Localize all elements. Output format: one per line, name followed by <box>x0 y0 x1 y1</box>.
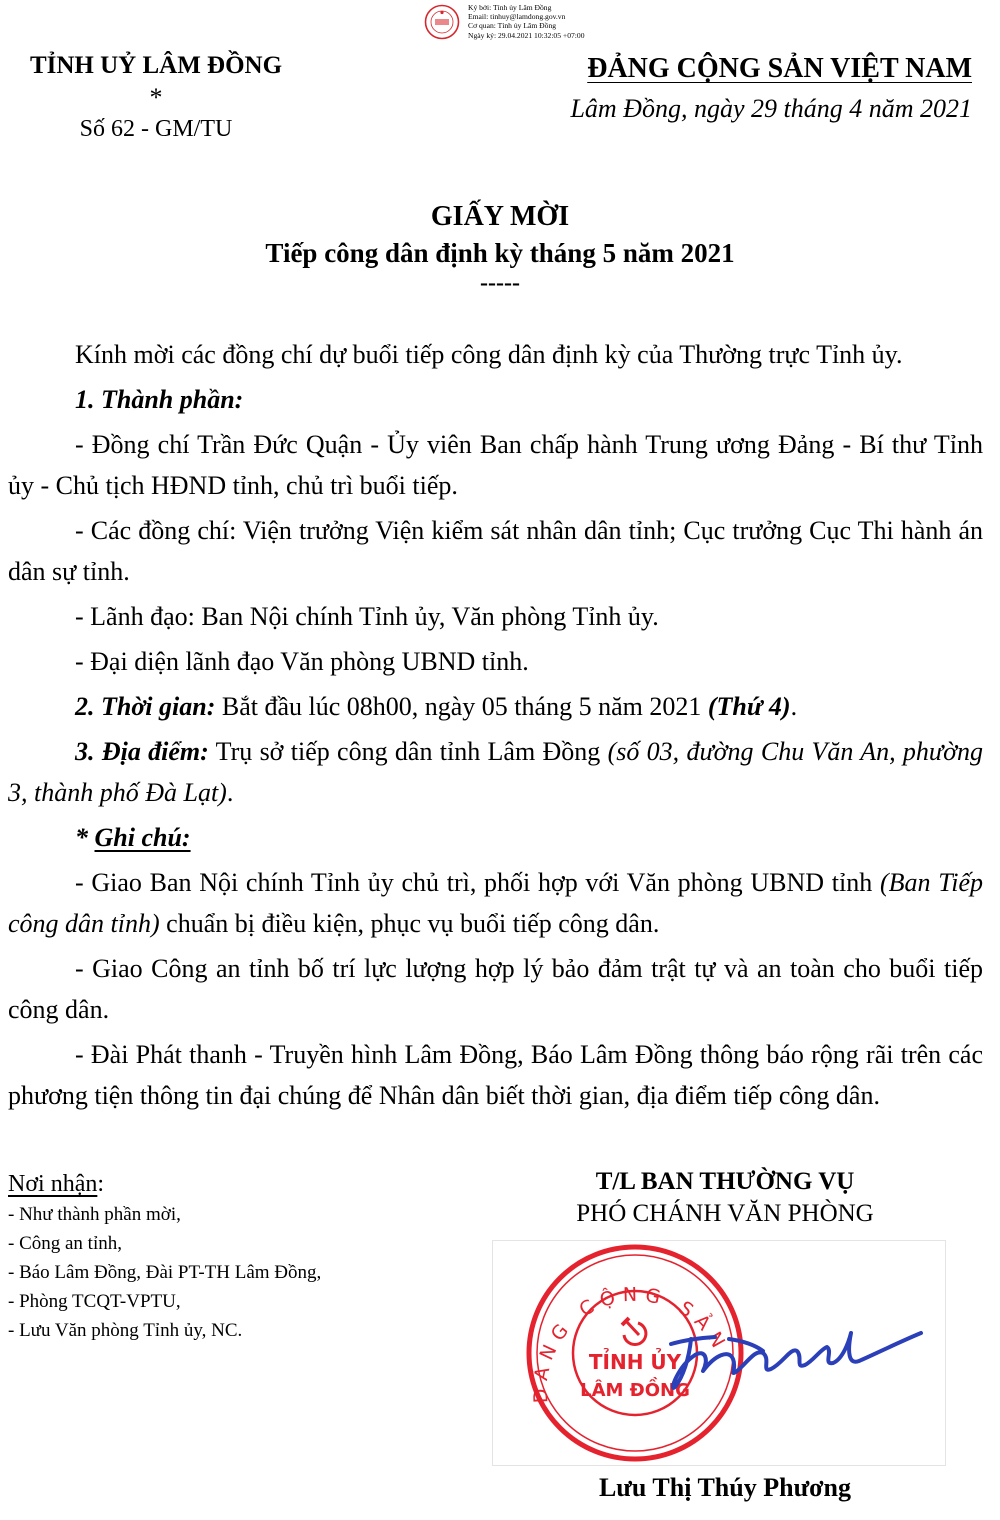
sig-line-date: Ngày ký: 29.04.2021 10:32:05 +07:00 <box>468 30 585 40</box>
time-label: 2. Thời gian: <box>75 692 216 721</box>
section1-heading-text: 1. Thành phần: <box>75 385 244 414</box>
recipients-colon: : <box>97 1171 105 1197</box>
recipient-item: - Báo Lâm Đồng, Đài PT-TH Lâm Đồng, <box>8 1262 322 1283</box>
title-sub: Tiếp công dân định kỳ tháng 5 năm 2021 <box>265 238 735 268</box>
attendee-item: - Đồng chí Trần Đức Quận - Ủy viên Ban chấp hành Trung ương Đảng - Bí thư Tỉnh ủy - Chủ tịch HĐND tỉnh, chủ trì buổi tiếp. <box>8 430 983 500</box>
doc-number: Số 62 - GM/TU <box>79 116 233 142</box>
time-text: Bắt đầu lúc 08h00, ngày 05 tháng 5 năm 2021 <box>215 692 708 721</box>
signer-position: PHÓ CHÁNH VĂN PHÒNG <box>576 1200 874 1227</box>
note-item-3: - Đài Phát thanh - Truyền hình Lâm Đồng, Báo Lâm Đồng thông báo rộng rãi trên các phương tiện thông tin đại chúng để Nhân dân biết thời gian, địa điểm tiếp công dân. <box>8 1040 983 1110</box>
note-item-1 <box>8 862 983 944</box>
title-separator: ----- <box>480 270 520 296</box>
recipient-item: - Lưu Văn phòng Tỉnh ủy, NC. <box>8 1320 243 1341</box>
document-title <box>0 198 1000 296</box>
attendee-item: - Các đồng chí: Viện trưởng Viện kiểm sát nhân dân tỉnh; Cục trưởng Cục Thi hành án dân sự tỉnh. <box>8 516 983 586</box>
note-label: Ghi chú: <box>94 823 191 852</box>
signer-authority: T/L BAN THƯỜNG VỤ <box>595 1168 855 1195</box>
note-star: * <box>75 823 95 852</box>
intro-paragraph: Kính mời các đồng chí dự buổi tiếp công dân định kỳ của Thường trực Tỉnh ủy. <box>75 340 903 369</box>
recipients <box>8 1168 488 1345</box>
note-heading <box>8 817 983 858</box>
place-date: Lâm Đồng, ngày 29 tháng 4 năm 2021 <box>570 94 972 123</box>
header-left <box>0 50 312 144</box>
place-label: 3. Địa điểm: <box>75 737 209 766</box>
place-paragraph <box>8 731 983 813</box>
attendee-item: - Đại diện lãnh đạo Văn phòng UBND tỉnh. <box>75 647 529 676</box>
digital-signature <box>424 2 624 44</box>
note-item-2: - Giao Công an tỉnh bố trí lực lượng hợp lý bảo đảm trật tự và an toàn cho buổi tiếp công dân. <box>8 954 983 1024</box>
party-name: ĐẢNG CỘNG SẢN VIỆT NAM <box>587 53 972 84</box>
digital-seal-icon <box>424 4 460 40</box>
sig-line-agency: Cơ quan: Tỉnh ủy Lâm Đồng <box>468 21 557 31</box>
note1-a: - Giao Ban Nội chính Tỉnh ủy chủ trì, phối hợp với Văn phòng UBND tỉnh <box>75 868 880 897</box>
attendee-item: - Lãnh đạo: Ban Nội chính Tỉnh ủy, Văn phòng Tỉnh ủy. <box>75 602 659 631</box>
note1-b: (Ban Tiếp công dân tỉnh) <box>8 868 983 938</box>
header-star: * <box>149 83 163 112</box>
time-day: (Thứ 4) <box>707 692 791 721</box>
stamp-ring-path: ĐẢNG CỘNG SẢN <box>529 1283 733 1404</box>
sig-line-email: Email: tinhuy@lamdong.gov.vn <box>468 12 566 22</box>
section1-heading <box>8 379 983 420</box>
header-right <box>512 52 972 126</box>
signer-block <box>490 1166 960 1230</box>
place-detail: (số 03, đường Chu Văn An, phường 3, thành phố Đà Lạt) <box>8 737 983 807</box>
recipients-label: Nơi nhận <box>8 1171 98 1197</box>
recipient-item: - Phòng TCQT-VPTU, <box>8 1291 181 1312</box>
title-main: GIẤY MỜI <box>430 201 570 232</box>
signer-name: Lưu Thị Thúy Phương <box>598 1473 852 1502</box>
stamp-center-2: LÂM ĐỒNG <box>580 1380 690 1401</box>
recipient-item: - Như thành phần mời, <box>8 1204 181 1225</box>
note1-c: chuẩn bị điều kiện, phục vụ buổi tiếp công dân. <box>159 909 660 938</box>
place-text: Trụ sở tiếp công dân tỉnh Lâm Đồng <box>208 737 608 766</box>
place-end: . <box>226 778 234 807</box>
official-seal <box>493 1241 945 1465</box>
stamp-center-1: TỈNH ỦY <box>588 1350 682 1374</box>
recipients-heading <box>8 1168 488 1200</box>
issuing-org: TỈNH UỶ LÂM ĐỒNG <box>29 52 283 79</box>
sig-line-signer: Ký bởi: Tỉnh ủy Lâm Đồng <box>468 3 552 12</box>
recipient-item: - Công an tỉnh, <box>8 1233 122 1254</box>
time-paragraph <box>8 686 983 727</box>
stamp-signature-area <box>492 1240 946 1466</box>
time-end: . <box>790 692 798 721</box>
document-body <box>8 334 983 1116</box>
hammer-sickle-icon <box>622 1318 646 1345</box>
